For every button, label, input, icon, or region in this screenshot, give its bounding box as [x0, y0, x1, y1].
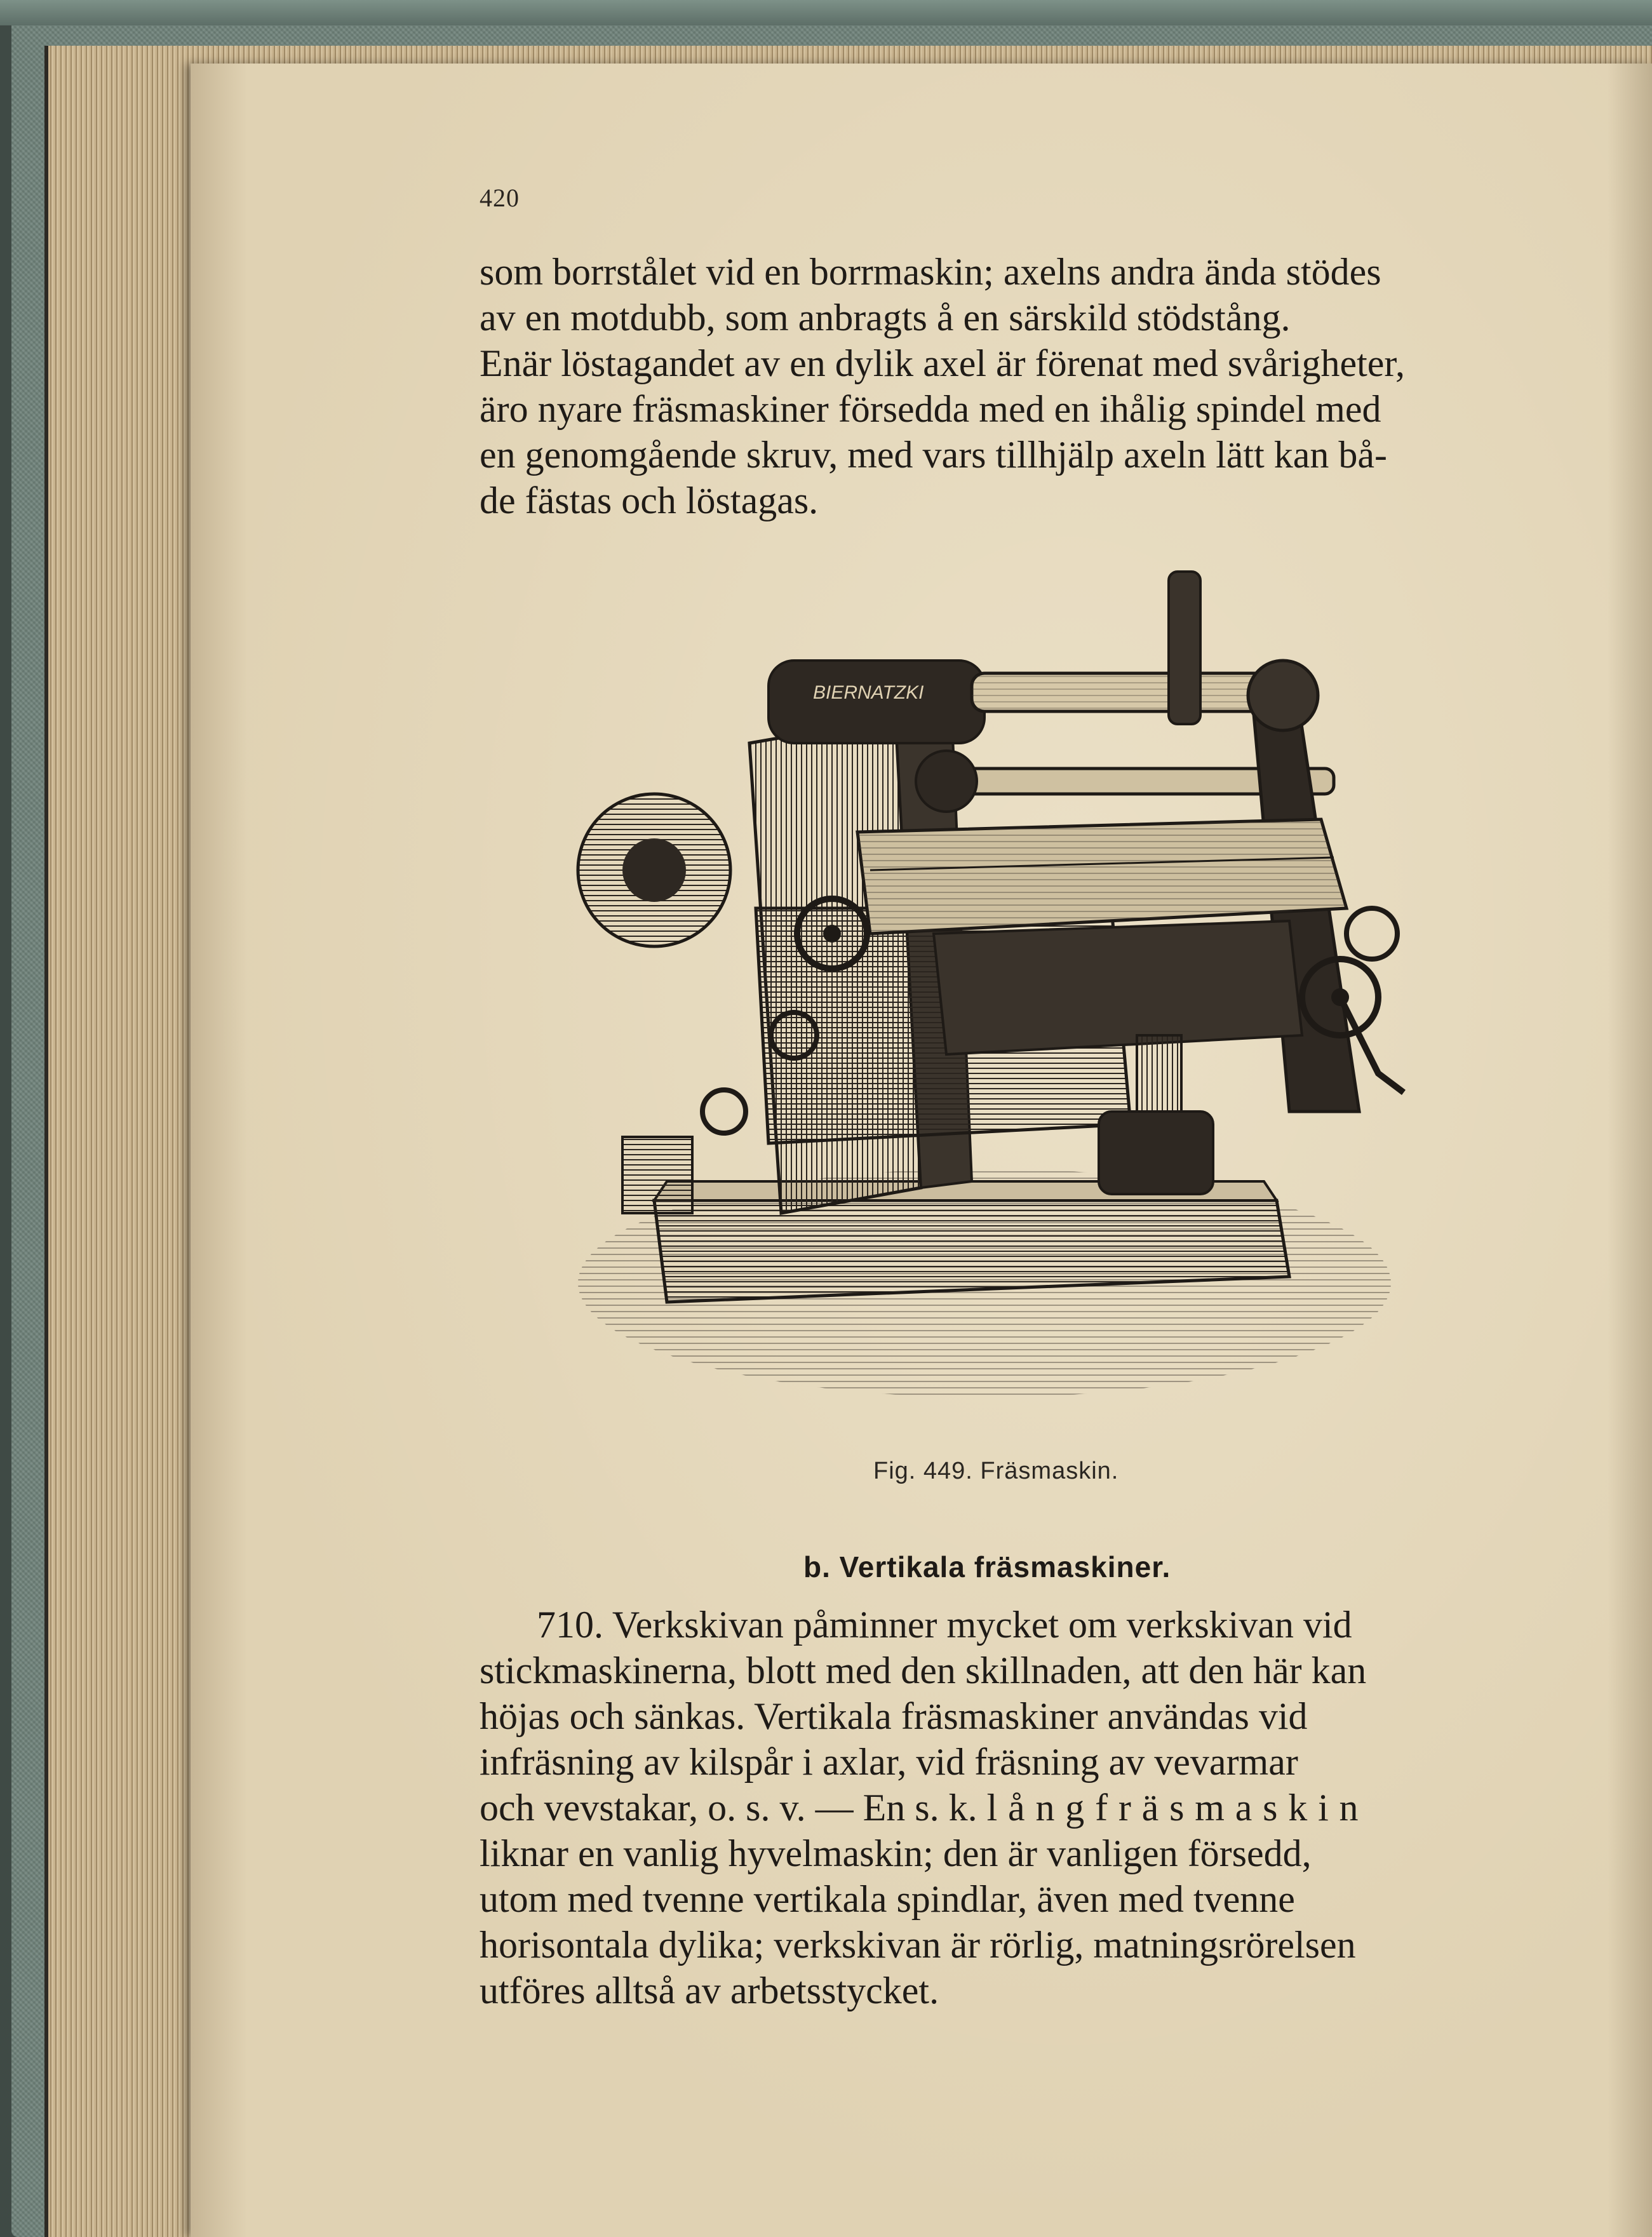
paragraph-2-line — [480, 1785, 1528, 1831]
paragraph-1-line: en genomgående skruv, med vars tillhjälp axeln lätt kan bå- — [480, 434, 1387, 476]
paragraph-1-line: Enär löstagandet av en dylik axel är förenat med svårigheter, — [480, 342, 1405, 384]
paragraph-2-line: horisontala dylika; verkskivan är rörlig, matningsrörelsen — [480, 1924, 1356, 1966]
paragraph-1-line: äro nyare fräsmaskiner försedda med en ihålig spindel med — [480, 388, 1381, 430]
paragraph-2-line: utom med tvenne vertikala spindlar, även med tvenne — [480, 1878, 1295, 1920]
section-heading: b. Vertikala fräsmaskiner. — [803, 1550, 1171, 1583]
paragraph-1-line: de fästas och löstagas. — [480, 480, 819, 521]
brand-label: BIERNATZKI — [813, 682, 924, 703]
paragraph-2-line-prefix: och vevstakar, o. s. v. — En s. k. — [480, 1787, 977, 1829]
paragraph-2-line: 710. Verkskivan påminner mycket om verkskivan vid — [537, 1604, 1352, 1646]
spaced-term: långfräsmaskin — [986, 1787, 1369, 1829]
paragraph-2-line: stickmaskinerna, blott med den skillnaden, att den här kan — [480, 1649, 1367, 1691]
paragraph-2-line: infräsning av kilspår i axlar, vid fräsning av vevarmar — [480, 1741, 1298, 1783]
figure-caption: Fig. 449. Fräsmaskin. — [873, 1458, 1119, 1484]
paragraph-2 — [480, 1602, 1528, 2013]
paragraph-1-line: av en motdubb, som anbragts å en särskild stödstång. — [480, 297, 1291, 339]
page-number: 420 — [480, 184, 520, 212]
paragraph-2-line: höjas och sänkas. Vertikala fräsmaskiner användas vid — [480, 1695, 1308, 1737]
book-cover-top-edge — [0, 0, 1652, 25]
paragraph-2-line: utföres alltså av arbetsstycket. — [480, 1970, 939, 2012]
page-gutter-shadow — [1608, 64, 1652, 2237]
paragraph-1-line: som borrstålet vid en borrmaskin; axelns andra ända stödes — [480, 251, 1381, 293]
paragraph-1 — [480, 249, 1528, 523]
milling-machine-engraving — [540, 553, 1480, 1442]
milling-machine-illustration — [540, 553, 1480, 1442]
paragraph-2-line: liknar en vanlig hyvelmaskin; den är vanligen försedd, — [480, 1832, 1312, 1874]
